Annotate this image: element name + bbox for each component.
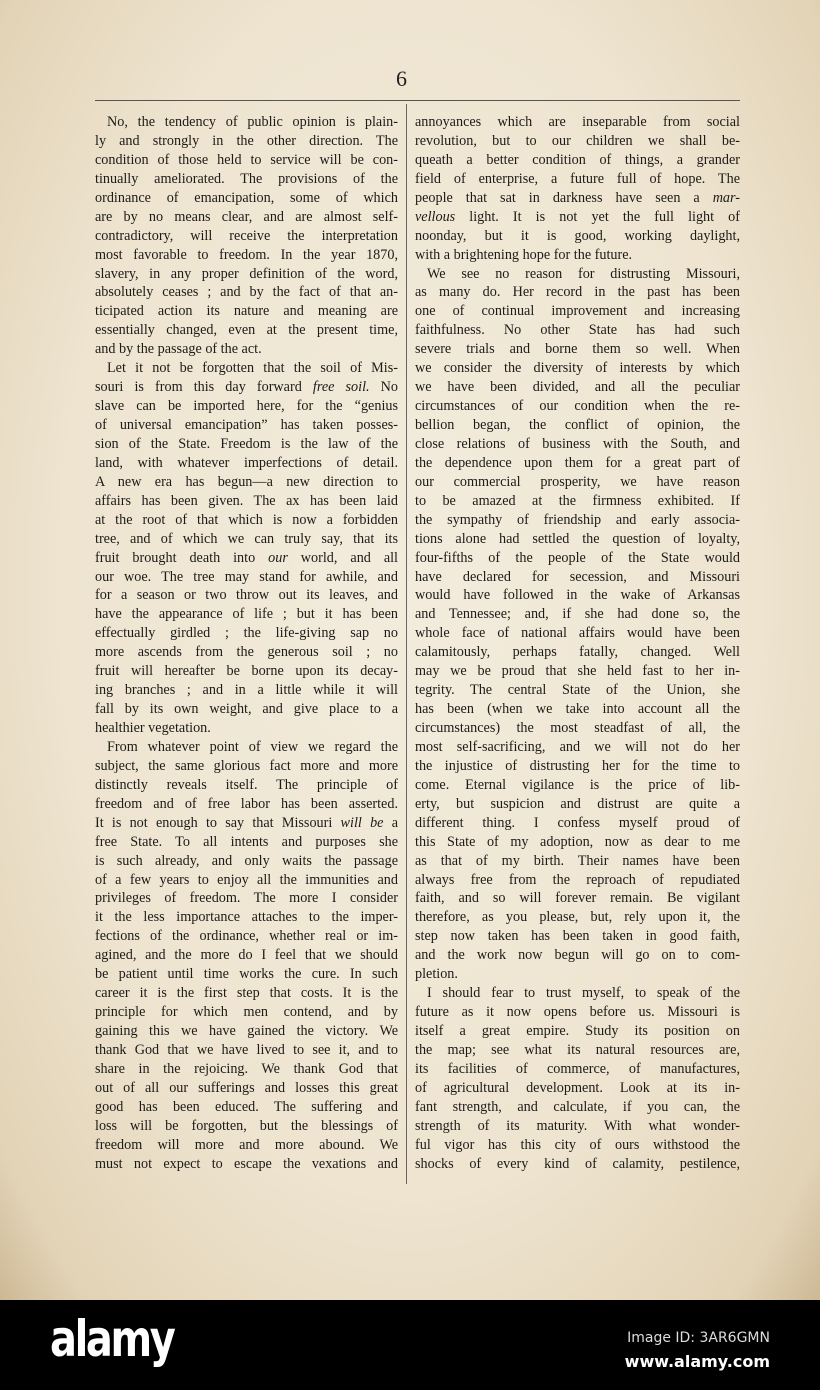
page-number: 6 [396, 66, 407, 91]
text-line [95, 814, 398, 833]
text-line: noonday, but it is good, working daylight, [415, 227, 740, 244]
text-line: out of all our sufferings and losses this great [95, 1079, 398, 1096]
text-segment: It is not enough to say that Missouri [95, 814, 341, 831]
text-line: close relations of business with the South, and [415, 435, 740, 452]
text-line: always free from the reproach of repudiated [415, 871, 740, 888]
italic-text: free soil. [312, 379, 370, 396]
text-line: ful vigor has this city of ours withstood the [415, 1136, 740, 1153]
text-line: share in the rejoicing. We thank God that [95, 1060, 398, 1077]
text-line: must not expect to escape the vexations and [95, 1155, 398, 1172]
text-line: essentially changed, even at the present time, [95, 322, 398, 339]
text-segment: a [383, 814, 398, 831]
italic-text: mar- [712, 189, 740, 206]
text-line: have declared for secession, and Missouri [415, 568, 740, 585]
text-line: contradictory, will receive the interpretation [95, 227, 398, 244]
text-segment: fruit brought death into [95, 549, 269, 566]
italic-text: vellous [415, 208, 456, 225]
text-line: shocks of every kind of calamity, pestilence, [415, 1155, 740, 1172]
column-divider [406, 104, 407, 1184]
text-line: ticipated action its nature and meaning are [95, 303, 398, 320]
text-line: No, the tendency of public opinion is plain- [107, 114, 398, 130]
text-line: and by the passage of the act. [95, 341, 262, 358]
text-line: subject, the same glorious fact more and more [95, 757, 398, 774]
text-line [415, 189, 740, 208]
text-line: We see no reason for distrusting Missouri, [427, 265, 740, 282]
right-column [415, 113, 740, 1174]
text-line: From whatever point of view we regard the [107, 738, 398, 755]
text-line: step now taken has been taken in good faith, [415, 928, 740, 945]
text-line: slavery, in any proper definition of the word, [95, 265, 398, 282]
text-line: we consider the diversity of interests by which [415, 360, 740, 377]
text-line: come. Eternal vigilance is the price of lib- [415, 776, 740, 793]
text-line: more ascends from the generous soil ; no [95, 644, 398, 661]
text-line: freedom will more and more abound. We [95, 1136, 398, 1153]
text-line: be patient until time works the cure. In such [95, 966, 398, 983]
text-line: fections of the ordinance, whether real or im- [95, 928, 398, 945]
text-line: four-fifths of the people of the State would [415, 549, 740, 566]
text-line: one of continual improvement and increasing [415, 303, 740, 320]
text-line: would have followed in the wake of Arkansas [415, 587, 740, 604]
text-segment: people that sat in darkness have seen a [415, 189, 713, 206]
text-line: it the less importance attaches to the imper- [95, 909, 398, 926]
text-line: therefore, as you please, but, rely upon it, the [415, 909, 740, 926]
text-line: of agricultural development. Look at its in- [415, 1079, 740, 1096]
text-segment: No [369, 379, 398, 396]
watermark-bar [0, 1300, 820, 1390]
text-line: whole face of national affairs would have been [415, 625, 740, 642]
text-line: absolutely ceases ; and by the fact of that an- [95, 284, 398, 301]
text-line: effectually girdled ; the life-giving sap no [95, 625, 398, 642]
text-line: distinctly reveals itself. The principle of [95, 776, 398, 793]
text-line [95, 549, 398, 568]
text-line: fant strength, and calculate, if you can, the [415, 1098, 740, 1115]
text-line: queath a better condition of things, a grander [415, 151, 740, 168]
text-line: affairs has been given. The ax has been laid [95, 492, 398, 509]
text-line: different thing. I confess myself proud of [415, 814, 740, 831]
text-line: revolution, but to our children we shall be- [415, 132, 740, 149]
text-line: circumstances) the most steadfast of all, the [415, 720, 740, 736]
text-line: thank God that we have lived to see it, and to [95, 1041, 398, 1058]
text-line: freedom and of free labor has been asserted. [95, 795, 398, 812]
text-line: strength of its maturity. With what wonder- [415, 1117, 740, 1134]
alamy-logo: alamy [50, 1310, 174, 1368]
text-line: the dependence upon them for a great part of [415, 454, 740, 471]
text-line: land, with whatever imperfections of detail. [95, 454, 398, 471]
text-line: most favorable to freedom. In the year 1870, [95, 246, 398, 263]
text-segment: light. It is not yet the full light of [455, 208, 740, 225]
text-line: and the work now begun will go on to com- [415, 947, 740, 964]
text-line: circumstances of our condition when the re- [415, 398, 740, 415]
text-line [95, 378, 398, 397]
text-line: fall by its own weight, and give place to a [95, 701, 398, 718]
text-line: free State. To all intents and purposes she [95, 833, 398, 850]
text-line: to be amazed at the firmness exhibited. If [415, 492, 740, 509]
text-line: we have been divided, and all the peculiar [415, 379, 740, 396]
text-line: loss will be forgotten, but the blessings of [95, 1117, 398, 1134]
text-line: healthier vegetation. [95, 720, 211, 736]
text-line: severe trials and borne them so well. When [415, 341, 740, 358]
text-line: is such already, and only waits the passage [95, 852, 398, 869]
text-line: most self-sacrificing, and we will not do her [415, 738, 740, 755]
left-column [95, 113, 398, 1174]
text-line: I should fear to trust myself, to speak of the [427, 985, 740, 1002]
text-line: tegrity. The central State of the Union, she [415, 682, 740, 699]
text-line: itself a great empire. Study its position on [415, 1023, 740, 1039]
text-line: our woe. The tree may stand for awhile, and [95, 568, 398, 585]
text-line: career it is the first step that costs. It is the [95, 985, 398, 1002]
text-line: tions alone had settled the question of loyalty, [415, 530, 740, 547]
text-line: gaining this we have gained the victory. We [95, 1023, 398, 1039]
text-line: the sympathy of friendship and early associa- [415, 511, 740, 528]
italic-text: will be [340, 814, 384, 831]
text-line: principle for which men contend, and by [95, 1004, 398, 1021]
text-line: pletion. [415, 966, 458, 983]
text-line: privileges of freedom. The more I consider [95, 890, 398, 907]
text-segment: souri is from this day forward [95, 379, 313, 396]
text-line: the map; see what its natural resources are, [415, 1041, 740, 1058]
text-line: has been (when we take into account all the [415, 701, 740, 718]
text-line: of universal emancipation” has taken posses- [95, 417, 398, 433]
text-line: good has been educed. The suffering and [95, 1098, 398, 1115]
text-line: condition of those held to service will be con- [95, 151, 398, 168]
text-line: as many do. Her record in the past has been [415, 284, 740, 301]
text-line: ly and strongly in the other direction. The [95, 132, 398, 149]
image-id: Image ID: 3AR6GMN [627, 1330, 770, 1346]
text-line: field of enterprise, a future full of hope. The [415, 170, 740, 187]
text-line: Let it not be forgotten that the soil of Mis- [107, 360, 398, 377]
text-line: our commercial prosperity, we have reason [415, 473, 740, 490]
text-line: may we be proud that she held fast to her in- [415, 663, 740, 680]
header-rule [95, 100, 740, 101]
text-line: ing branches ; and in a little while it will [95, 682, 398, 699]
text-line: and Tennessee; and, if she had done so, the [415, 606, 740, 623]
text-line: future as it now opens before us. Missouri is [415, 1004, 740, 1021]
text-line: faith, and so will forever remain. Be vigilant [415, 890, 740, 907]
text-line: erty, but suspicion and distrust are quite a [415, 795, 740, 812]
text-line: of a few years to enjoy all the immunities and [95, 871, 398, 888]
text-line: slave can be imported here, for the “genius [95, 398, 398, 415]
text-line: ordinance of emancipation, some of which [95, 189, 398, 206]
text-line: for a season or two throw out its leaves, and [95, 587, 398, 604]
text-segment: world, and all [287, 549, 399, 566]
text-line: sion of the State. Freedom is the law of the [95, 435, 398, 452]
text-line: have the appearance of life ; but it has been [95, 606, 398, 623]
text-line: bellion began, the conflict of opinion, the [415, 417, 740, 433]
text-line: with a brightening hope for the future. [415, 246, 633, 263]
text-line [415, 208, 740, 227]
text-line: as that of my birth. Their names have been [415, 852, 740, 869]
text-line: are by no means clear, and are almost self- [95, 208, 398, 225]
text-line: agined, and the more do I feel that we should [95, 947, 398, 964]
site-url: www.alamy.com [624, 1352, 770, 1371]
text-line: this State of my adoption, now as dear to me [415, 833, 740, 850]
text-line: tree, and of which we can truly say, that its [95, 530, 398, 547]
text-line: A new era has begun—a new direction to [95, 473, 398, 490]
text-line: its facilities of commerce, of manufactures, [415, 1060, 740, 1077]
text-line: annoyances which are inseparable from social [415, 114, 740, 130]
text-line: calamitously, perhaps fatally, changed. Well [415, 644, 740, 661]
text-line: the injustice of distrusting her for the time to [415, 757, 740, 774]
text-line: faithfulness. No other State has had such [415, 322, 740, 339]
text-line: tinually ameliorated. The provisions of the [95, 170, 398, 187]
italic-text: our [268, 549, 288, 566]
text-line: at the root of that which is now a forbidden [95, 511, 398, 528]
text-line: fruit will hereafter be borne upon its decay- [95, 663, 398, 680]
